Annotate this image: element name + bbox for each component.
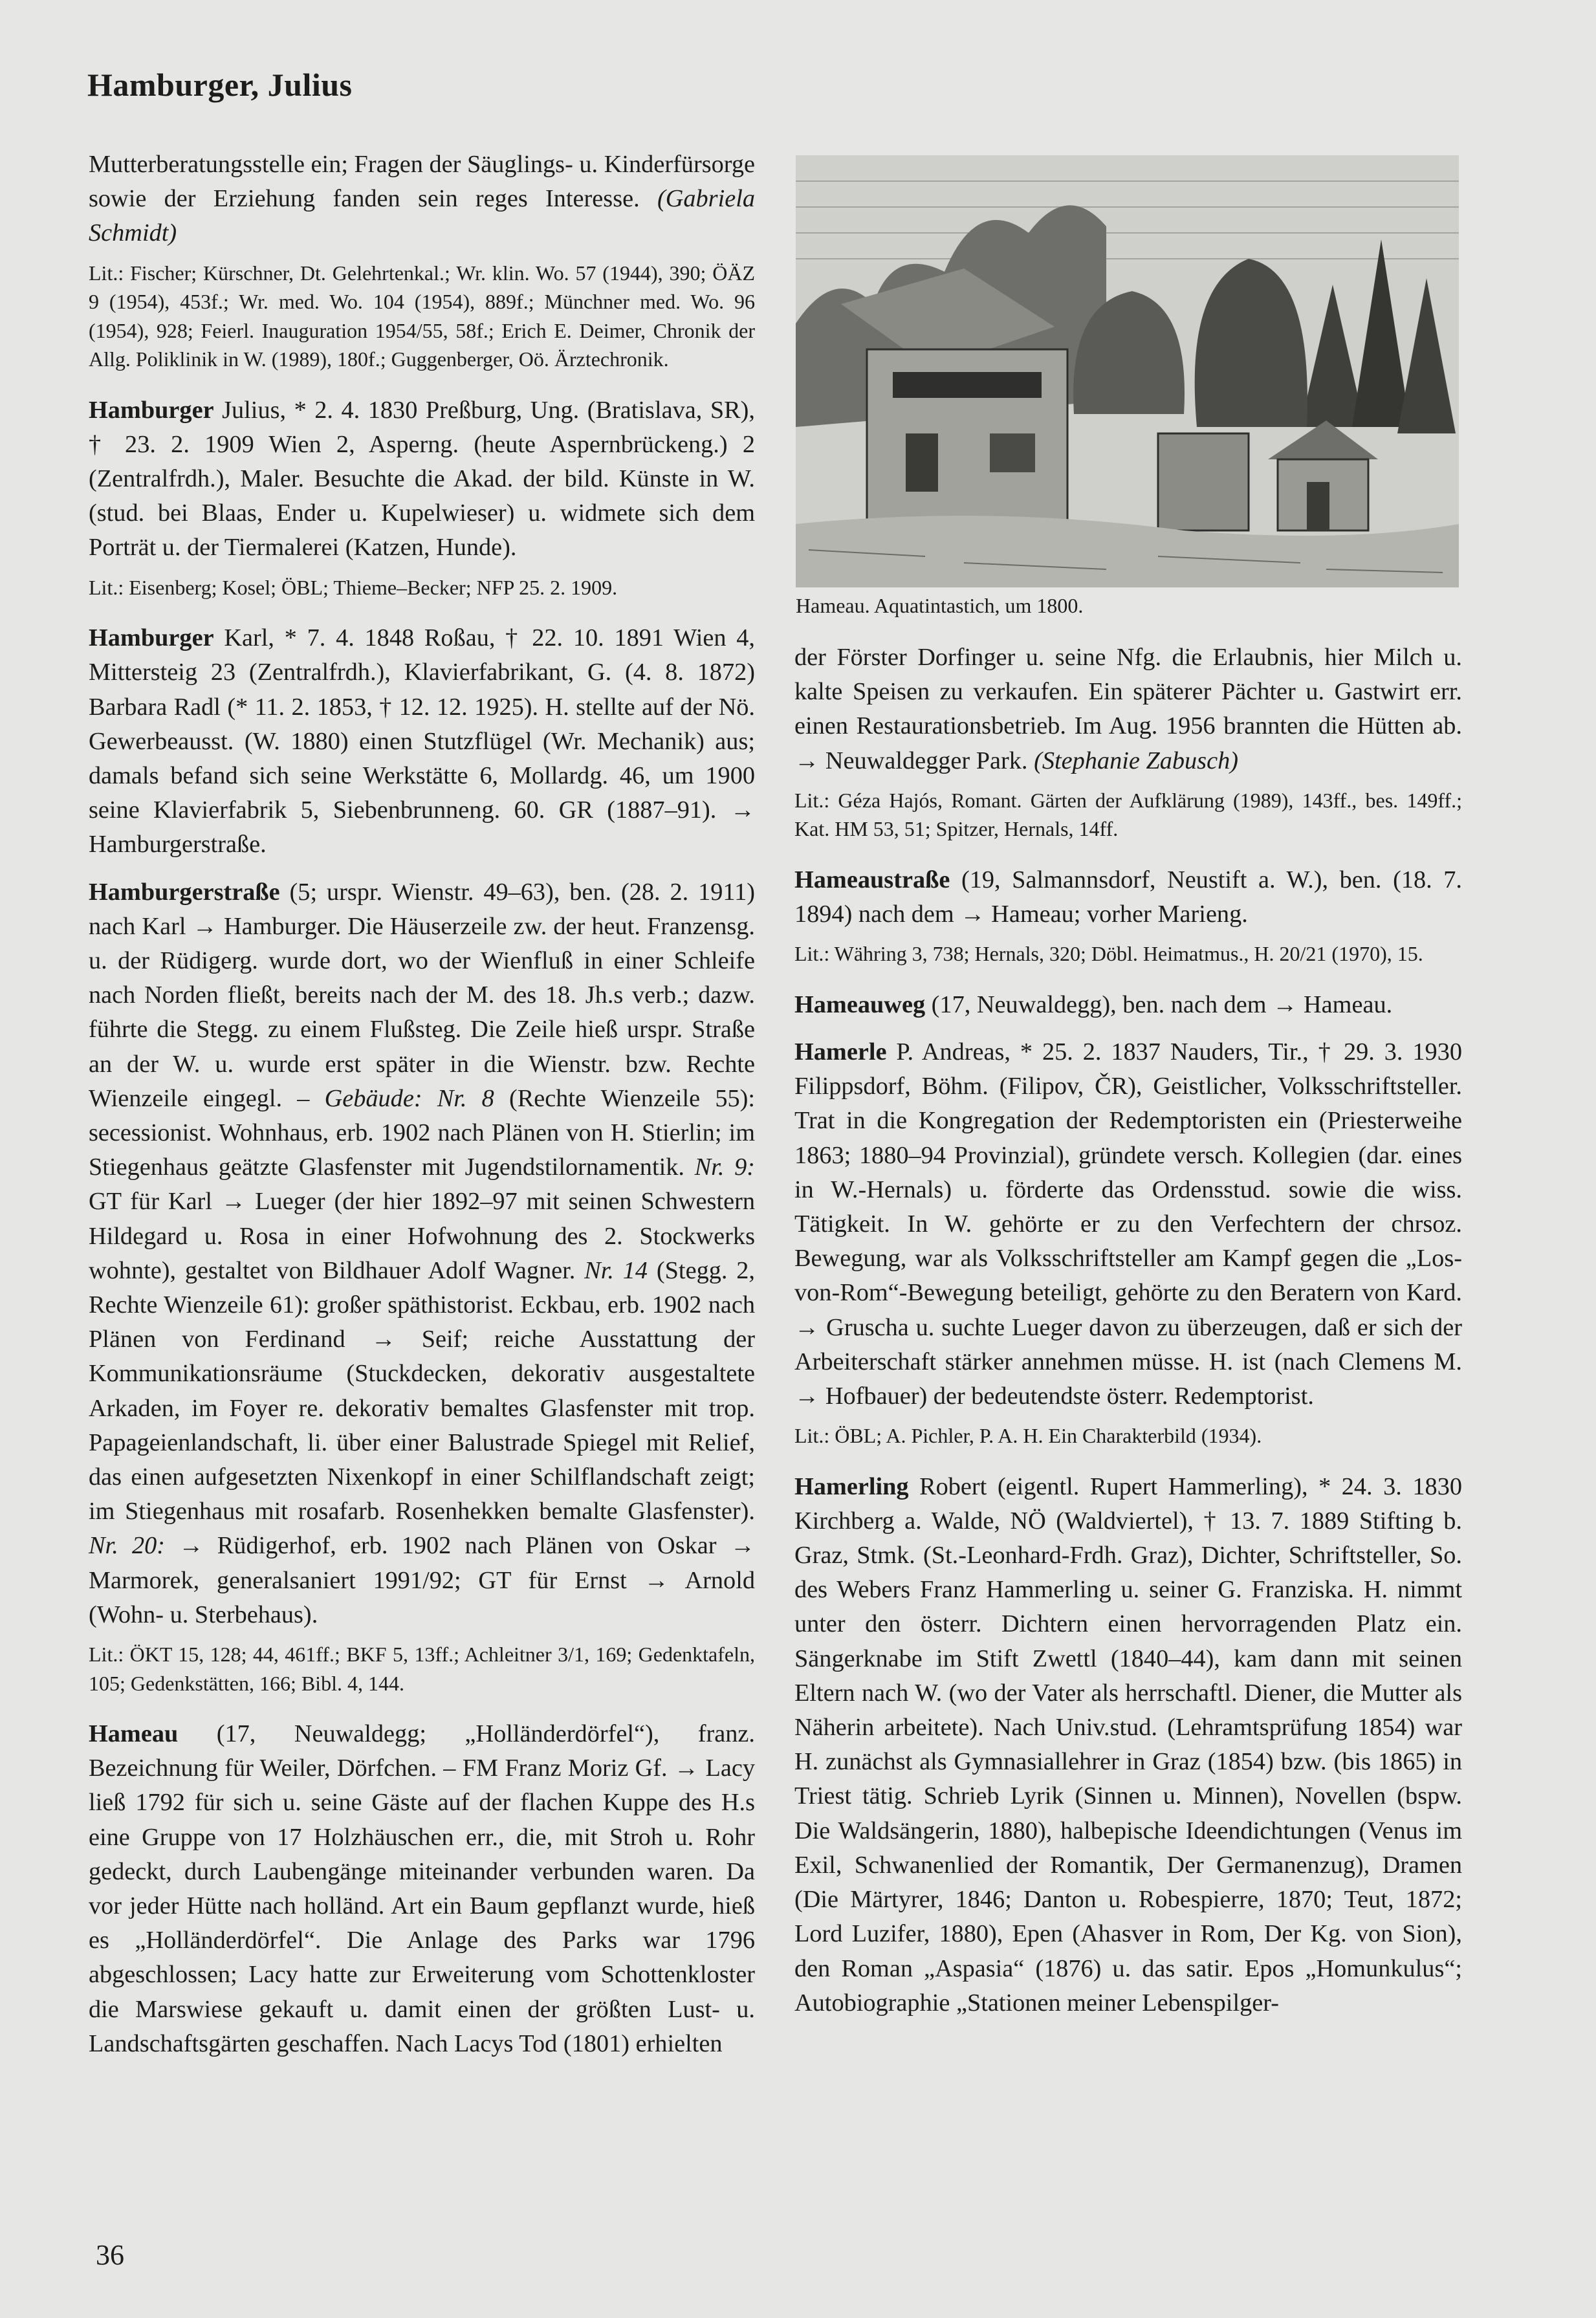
- literature-note: Lit.: ÖKT 15, 128; 44, 461ff.; BKF 5, 13ff.; Achleitner 3/1, 169; Gedenktafeln, 105; Gedenkstätten, 166; Bibl. 4, 144.: [89, 1643, 755, 1695]
- page-number: 36: [96, 2239, 124, 2271]
- entry-continuation: der Förster Dorfinger u. seine Nfg. die Erlaubnis, hier Milch u. kalte Speisen zu verkaufen. Ein späterer Pächter u. Gastwirt err. einen Restaurationsbetrieb. Im Aug. 1956 brannten die Hütten ab. → Neuwaldegger Park. (Stephanie Zabusch): [794, 644, 1462, 774]
- literature-note: Lit.: Eisenberg; Kosel; ÖBL; Thieme–Becker; NFP 25. 2. 1909.: [89, 575, 618, 599]
- entry-headword: Hameaustraße: [794, 866, 950, 893]
- entry-hameaustrasse: Hameaustraße (19, Salmannsdorf, Neustift a. W.), ben. (18. 7. 1894) nach dem → Hameau; vorher Marieng.: [794, 866, 1462, 928]
- entry-headword: Hamerle: [794, 1038, 887, 1066]
- entry-hameauweg: Hameauweg (17, Neuwaldegg), ben. nach dem → Hameau.: [794, 990, 1393, 1018]
- literature-note: Lit.: ÖBL; A. Pichler, P. A. H. Ein Charakterbild (1934).: [794, 1424, 1262, 1448]
- entry-headword: Hamerling: [794, 1472, 909, 1500]
- entry-hameau: Hameau (17, Neuwaldegg; „Holländerdörfel“), franz. Bezeichnung für Weiler, Dörfchen. – FM Franz Moriz Gf. → Lacy ließ 1792 für sich u. seine Gäste auf der flachen Kuppe des H.s eine Gruppe von 17 Holzhäuschen err., die, mit Stroh u. Rohr gedeckt, durch Laubengänge miteinander verbunden waren. Da vor jeder Hütte nach holländ. Art ein Baum gepflanzt wurde, hieß es „Holländerdörfel“. Die Anlage des Parks war 1796 abgeschlossen; Lacy hatte zur Erweiterung vom Schottenkloster die Marswiese gekauft u. damit einen der größten Lust- u. Landschaftsgärten geschaffen. Nach Lacys Tod (1801) erhielten: [89, 1720, 755, 2057]
- entry-author: (Stephanie Zabusch): [1034, 747, 1238, 774]
- entry-author: (Gabriela Schmidt): [89, 185, 755, 247]
- entry-hamburgerstrasse: Hamburgerstraße (5; urspr. Wienstr. 49–63), ben. (28. 2. 1911) nach Karl → Hamburger. Die Häuserzeile zw. der heut. Franzensg. u. der Rüdigerg. wurde dort, wo der Wienfluß in einer Schleife nach Norden fließt, bereits nach der M. des 18. Jh.s verb.; dazw. führte die Stegg. zu einem Flußsteg. Die Zeile hieß urspr. Straße an der W. u. wurde erst später in die Wienstr. bzw. Rechte Wienzeile eingegl. – Gebäude: Nr. 8 (Rechte Wienzeile 55): secessionist. Wohnhaus, erb. 1902 nach Plänen von H. Stierlin; im Stiegenhaus geätzte Glasfenster mit Jugendstilornamentik. Nr. 9: GT für Karl → Lueger (der hier 1892–97 mit seinen Schwestern Hildegard u. Rosa in einer Hofwohnung des 2. Stockwerks wohnte), gestaltet von Bildhauer Adolf Wagner. Nr. 14 (Stegg. 2, Rechte Wienzeile 61): großer späthistorist. Eckbau, erb. 1902 nach Plänen von Ferdinand → Seif; reiche Ausstattung der Kommunikationsräume (Stuckdecken, dekorativ ausgestaltete Arkaden, im Foyer re. dekorativ bemaltes Glasfenster mit trop. Papageienlandschaft, li. über einer Balustrade Spiegel mit Relief, das einen aufgesetzten Nixenkopf in einer Schilflandschaft zeigt; im Stiegenhaus mit rosafarb. Rosenhekken bemalte Glasfenster). Nr. 20: → Rüdigerhof, erb. 1902 nach Plänen von Oskar → Marmorek, generalsaniert 1991/92; GT für Ernst → Arnold (Wohn- u. Sterbehaus).: [89, 878, 756, 1628]
- literature-note: Lit.: Géza Hajós, Romant. Gärten der Aufklärung (1989), 143ff., bes. 149ff.; Kat. HM 53, 51; Spitzer, Hernals, 14ff.: [794, 788, 1462, 841]
- left-column: [89, 148, 755, 2074]
- entry-continuation: Mutterberatungsstelle ein; Fragen der Säuglings- u. Kinderfürsorge sowie der Erziehung fanden sein reges Interesse. (Gabriela Schmidt): [89, 151, 755, 247]
- hameau-engraving-illustration: [796, 155, 1459, 587]
- right-column: [794, 640, 1462, 2033]
- entry-hamburger-julius: Hamburger Julius, * 2. 4. 1830 Preßburg, Ung. (Bratislava, SR), † 23. 2. 1909 Wien 2, Asperng. (heute Aspernbrückeng.) 2 (Zentralfrdh.), Maler. Besuchte die Akad. der bild. Künste in W. (stud. bei Blaas, Ender u. Kupelwieser) u. widmete sich dem Porträt u. der Tiermalerei (Katzen, Hunde).: [89, 396, 755, 562]
- hameau-engraving-figure: [796, 155, 1459, 587]
- entry-headword: Hamburger: [89, 396, 214, 424]
- page-header-title: Hamburger, Julius: [87, 67, 353, 103]
- literature-note: Lit.: Währing 3, 738; Hernals, 320; Döbl. Heimatmus., H. 20/21 (1970), 15.: [794, 942, 1423, 966]
- entry-headword: Hamburger: [89, 624, 214, 652]
- entry-hamerling: Hamerling Robert (eigentl. Rupert Hammerling), * 24. 3. 1830 Kirchberg a. Walde, NÖ (Waldviertel), † 13. 7. 1889 Stifting b. Graz, Stmk. (St.-Leonhard-Frdh. Graz), Dichter, Schriftsteller, So. des Webers Franz Hammerling u. seiner G. Franziska. H. nimmt unter den österr. Dichtern einen hervorragenden Platz ein. Sängerknabe im Stift Zwettl (1840–44), kam dann mit seinen Eltern nach W. (wo der Vater als herrschaftl. Diener, die Mutter als Näherin arbeitete). Nach Univ.stud. (Lehramtsprüfung 1854) war H. zunächst als Gymnasiallehrer in Graz (1854) bzw. (bis 1865) in Triest tätig. Schrieb Lyrik (Sinnen u. Minnen), Novellen (bspw. Die Waldsängerin, 1880), halbepische Ideendichtungen (Venus im Exil, Schwanenlied der Romantik, Der Germanenzug), Dramen (Die Märtyrer, 1846; Danton u. Robespierre, 1870; Teut, 1872; Lord Luzifer, 1880), Epen (Ahasver in Rom, Der Kg. von Sion), den Roman „Aspasia“ (1876) u. das satir. Epos „Homunkulus“; Autobiographie „Stationen meiner Lebenspilger-: [794, 1472, 1462, 2017]
- figure-caption: Hameau. Aquatintastich, um 1800.: [796, 594, 1084, 617]
- literature-note: Lit.: Fischer; Kürschner, Dt. Gelehrtenkal.; Wr. klin. Wo. 57 (1944), 390; ÖÄZ 9 (1954), 453f.; Wr. med. Wo. 104 (1954), 889f.; Münchner med. Wo. 96 (1954), 928; Feierl. Inauguration 1954/55, 58f.; Erich E. Deimer, Chronik der Allg. Poliklinik in W. (1989), 180f.; Guggenberger, Oö. Ärztechronik.: [89, 261, 755, 371]
- entry-headword: Hameauweg: [794, 990, 926, 1018]
- entry-hamerle: Hamerle P. Andreas, * 25. 2. 1837 Nauders, Tir., † 29. 3. 1930 Filippsdorf, Böhm. (Filipov, ČR), Geistlicher, Volksschriftsteller. Trat in die Kongregation der Redemptoristen ein (Priesterweihe 1863; 1880–94 Provinzial), gründete versch. Kollegien (dar. eines in W.-Hernals) u. förderte das Ordensstud. sowie die wiss. Tätigkeit. In W. gehörte er zu den Verfechtern der chrsoz. Bewegung, war als Volksschriftsteller am Kampf gegen die „Los-von-Rom“-Bewegung beteiligt, gehörte zu den Beratern von Kard. → Gruscha u. suchte Lueger davon zu überzeugen, daß er sich der Arbeiterschaft stärker annehmen müsse. H. ist (nach Clemens M. → Hofbauer) der bedeutendste österr. Redemptorist.: [794, 1038, 1462, 1410]
- entry-headword: Hameau: [89, 1720, 179, 1748]
- entry-headword: Hamburgerstraße: [89, 878, 280, 906]
- entry-hamburger-karl: Hamburger Karl, * 7. 4. 1848 Roßau, † 22. 10. 1891 Wien 4, Mittersteig 23 (Zentralfrdh.), Klavierfabrikant, G. (4. 8. 1872) Barbara Radl (* 11. 2. 1853, † 12. 12. 1925). H. stellte auf der Nö. Gewerbeausst. (W. 1880) einen Stutzflügel (Wr. Mechanik) aus; damals befand sich seine Werkstätte 6, Mollardg. 46, um 1900 seine Klavierfabrik 5, Siebenbrunneng. 60. GR (1887–91). → Hamburgerstraße.: [89, 624, 755, 858]
